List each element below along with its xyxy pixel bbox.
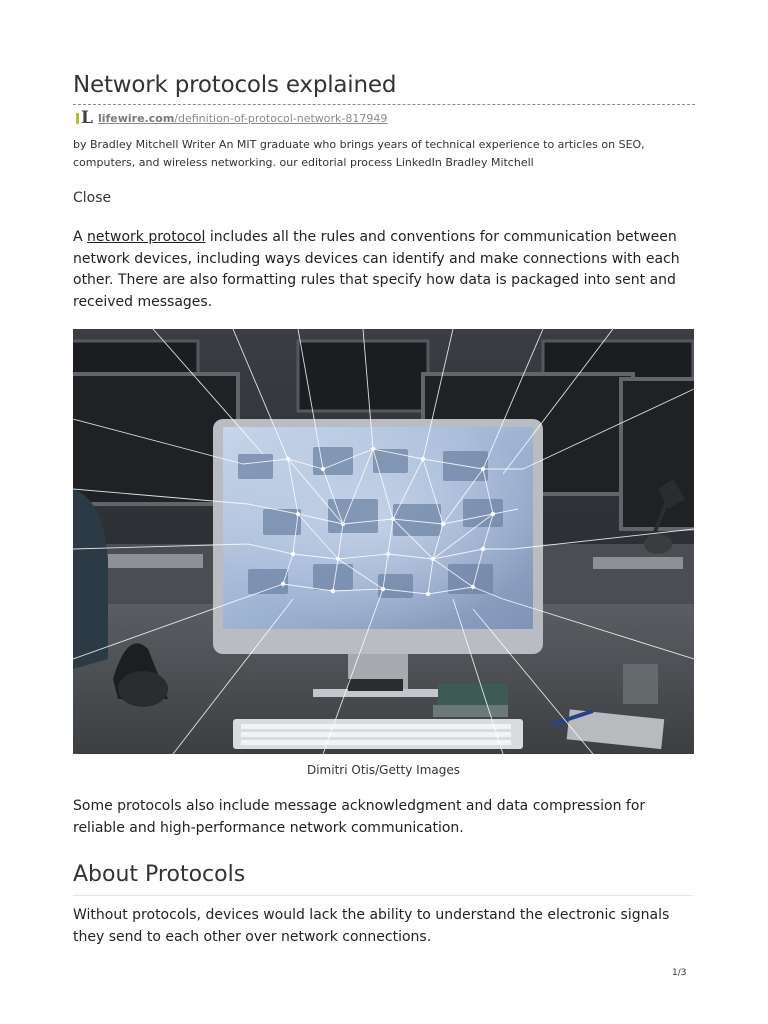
source-url-link[interactable] [98, 112, 387, 125]
body-paragraph: Some protocols also include message acknowledgment and data compression for reliable and high-performance network communication. [73, 798, 646, 836]
body-paragraph: Without protocols, devices would lack the ability to understand the electronic signals they send to each other over network connections. [73, 907, 670, 945]
source-line [76, 110, 387, 127]
page-number: 1/3 [672, 968, 687, 978]
intro-suffix: includes all the rules and conventions for communication between network devices, including ways devices can identify and make connections with each other. There are also formatting rules that specify how data is packaged into sent and received messages. [73, 229, 680, 310]
author-byline: by Bradley Mitchell Writer An MIT graduate who brings years of technical experience to articles on SEO, computers, and wireless networking. our editorial process LinkedIn Bradley Mitchell [73, 138, 645, 169]
network-protocol-link[interactable]: network protocol [87, 229, 206, 245]
figure-caption: Dimitri Otis/Getty Images [306, 763, 460, 777]
network-computer-image [73, 329, 694, 754]
title-divider [73, 104, 695, 105]
intro-prefix: A [73, 229, 88, 245]
source-domain: lifewire.com [97, 112, 175, 125]
section-divider [73, 895, 693, 896]
intro-paragraph [73, 227, 698, 313]
page-title: Network protocols explained [73, 72, 397, 98]
article-figure [73, 329, 694, 754]
source-path: /definition-of-protocol-network-817949 [174, 112, 388, 125]
close-button[interactable]: Close [73, 190, 112, 206]
section-heading: About Protocols [73, 862, 246, 887]
lifewire-logo-icon: L [76, 110, 93, 127]
